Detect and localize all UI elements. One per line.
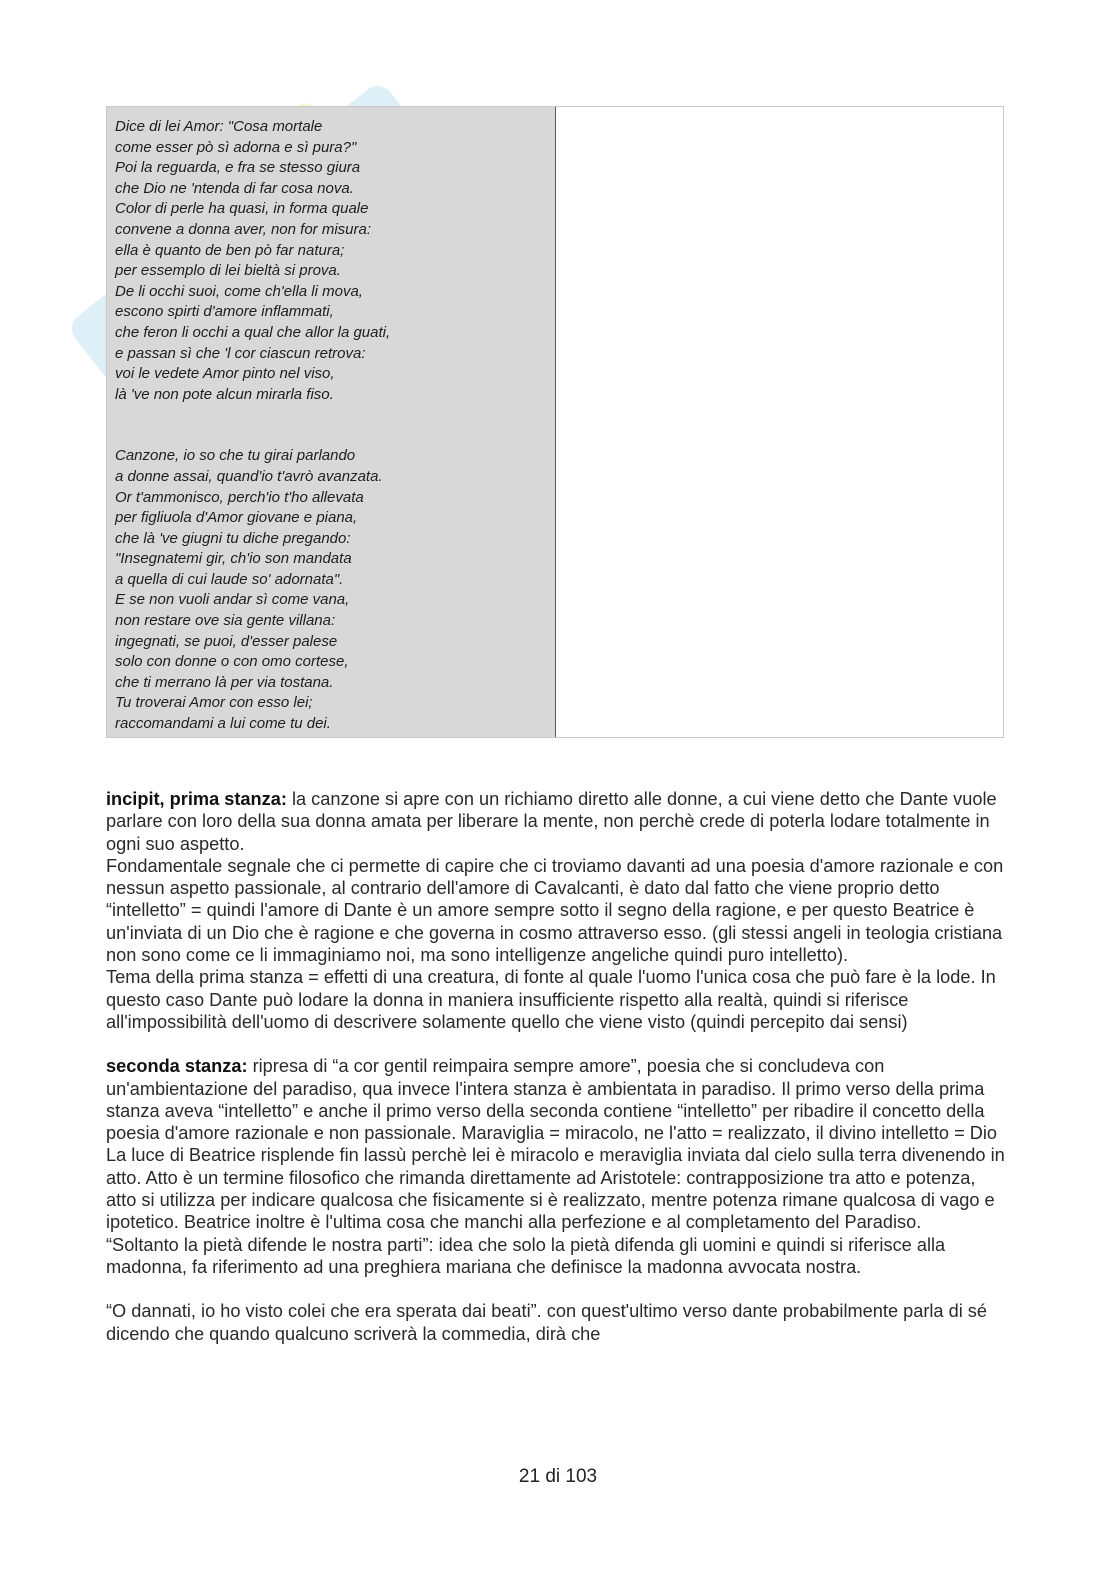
- poem-verse: Dice di lei Amor: "Cosa mortale: [115, 118, 323, 135]
- poem-stanza: [115, 446, 547, 734]
- poem-verse: a donne assai, quand'io t'avrò avanzata.: [115, 467, 383, 485]
- poem-verse: Canzone, io so che tu girai parlando: [115, 447, 356, 465]
- poem-verse: Or t'ammonisco, perch'io t'ho allevata: [115, 488, 364, 506]
- poem-verse: Tu troverai Amor con esso lei;: [115, 694, 313, 712]
- paragraph: “O dannati, io ho visto colei che era sperata dai beati”. con quest'ultimo verso dante probabilmente parla di sé dicendo che quando qualcuno scriverà la commedia, dirà che: [106, 1301, 988, 1344]
- poem-verse: come esser pò sì adorna e sì pura?": [115, 138, 357, 156]
- poem-stanza: [115, 117, 547, 405]
- poem-verse: non restare ove sia gente villana:: [115, 612, 336, 630]
- poem-verse: raccomandami a lui come tu dei.: [115, 715, 331, 733]
- poem-verse: e passan sì che 'l cor ciascun retrova:: [115, 344, 366, 362]
- poem-verse: ingegnati, se puoi, d'esser palese: [115, 632, 338, 650]
- empty-table-cell: [556, 107, 1003, 737]
- paragraph: “Soltanto la pietà difende le nostra parti”: idea che solo la pietà difenda gli uomini e quindi si riferisce alla madonna, fa riferimento ad una preghiera mariana che definisce la madonna avvocata nostra.: [106, 1234, 946, 1277]
- paragraph: Fondamentale segnale che ci permette di capire che ci troviamo davanti ad una poesia d'amore razionale e con nessun aspetto passionale, al contrario dell'amore di Cavalcanti, è dato dal fatto che viene proprio detto “intelletto” = quindi l'amore di Dante è un amore sempre sotto il segno della ragione, e per questo Beatrice è un'inviata di un Dio che è ragione e che governa in cosmo attraverso esso. (gli stessi angeli in teologia cristiana non sono come ce li immaginiamo noi, ma sono intelligenze angeliche quindi puro intelletto).: [106, 855, 1004, 966]
- poem-verse: che ti merrano là per via tostana.: [115, 673, 334, 691]
- poem-verse: E se non vuoli andar sì come vana,: [115, 591, 350, 609]
- poem-verse: voi le vedete Amor pinto nel viso,: [115, 365, 335, 383]
- poem-verse: che Dio ne 'ntenda di far cosa nova.: [115, 179, 354, 197]
- poem-verse: Poi la reguarda, e fra se stesso giura: [115, 159, 361, 177]
- poem-verse: solo con donne o con omo cortese,: [115, 653, 349, 671]
- poem-verse: De li occhi suoi, come ch'ella li mova,: [115, 282, 363, 300]
- paragraph: La luce di Beatrice risplende fin lassù perchè lei è miracolo e meraviglia inviata dal cielo sulla terra divenendo in atto. Atto è un termine filosofico che rimanda direttamente ad Aristotele: contrapposizione tra atto e potenza, atto si utilizza per indicare qualcosa che fisicamente si è realizzato, mentre potenza rimane qualcosa di vago e ipotetico. Beatrice inoltre è l'ultima cosa che manchi alla perfezione e al completamento del Paradiso.: [106, 1145, 1005, 1233]
- poem-verse: per essemplo di lei bieltà si prova.: [115, 262, 341, 280]
- commentary: [106, 788, 1006, 1345]
- poem-verse: per figliuola d'Amor giovane e piana,: [115, 509, 358, 527]
- poem-table: [106, 106, 1004, 738]
- paragraph: [106, 788, 1006, 855]
- poem-verse: convene a donna aver, non for misura:: [115, 220, 371, 238]
- section-heading: incipit, prima stanza:: [106, 789, 287, 809]
- paragraph: [106, 1055, 1006, 1144]
- poem-verse: a quella di cui laude so' adornata".: [115, 570, 344, 588]
- paragraph-text: la canzone si apre con un richiamo diretto alle donne, a cui viene detto che Dante vuole parlare con loro della sua donna amata per liberare la mente, non perchè crede di poterla lodare totalmente in ogni suo aspetto.: [106, 789, 997, 854]
- poem-verse: che là 've giugni tu diche pregando:: [115, 529, 351, 547]
- poem-verse: "Insegnatemi gir, ch'io son mandata: [115, 550, 352, 568]
- poem-verse: escono spirti d'amore inflammati,: [115, 303, 334, 321]
- section-heading: seconda stanza:: [106, 1056, 248, 1077]
- paragraph: Tema della prima stanza = effetti di una creatura, di fonte al quale l'uomo l'unica cosa che può fare è la lode. In questo caso Dante può lodare la donna in maniera insufficiente rispetto alla realtà, quindi si riferisce all'impossibilità dell'uomo di descrivere solamente quello che viene visto (quindi percepito dai sensi): [106, 967, 996, 1032]
- poem-text-cell: [107, 107, 556, 737]
- poem-verse: che feron li occhi a qual che allor la guati,: [115, 323, 391, 341]
- poem-verse: ella è quanto de ben pò far natura;: [115, 241, 345, 259]
- poem-verse: là 've non pote alcun mirarla fiso.: [115, 385, 334, 403]
- poem-verse: Color di perle ha quasi, in forma quale: [115, 200, 369, 218]
- page-number: 21 di 103: [518, 1466, 598, 1487]
- paragraph-text: ripresa di “a cor gentil reimpaira sempre amore”, poesia che si concludeva con un'ambientazione del paradiso, qua invece l'intera stanza è ambientata in paradiso. Il primo verso della prima stanza aveva “intelletto” e anche il primo verso della seconda contiene “intelletto” per ribadire il concetto della poesia d'amore razionale e non passionale. Maraviglia = miracolo, ne l'atto = realizzato, il divino intelletto = Dio: [106, 1056, 998, 1144]
